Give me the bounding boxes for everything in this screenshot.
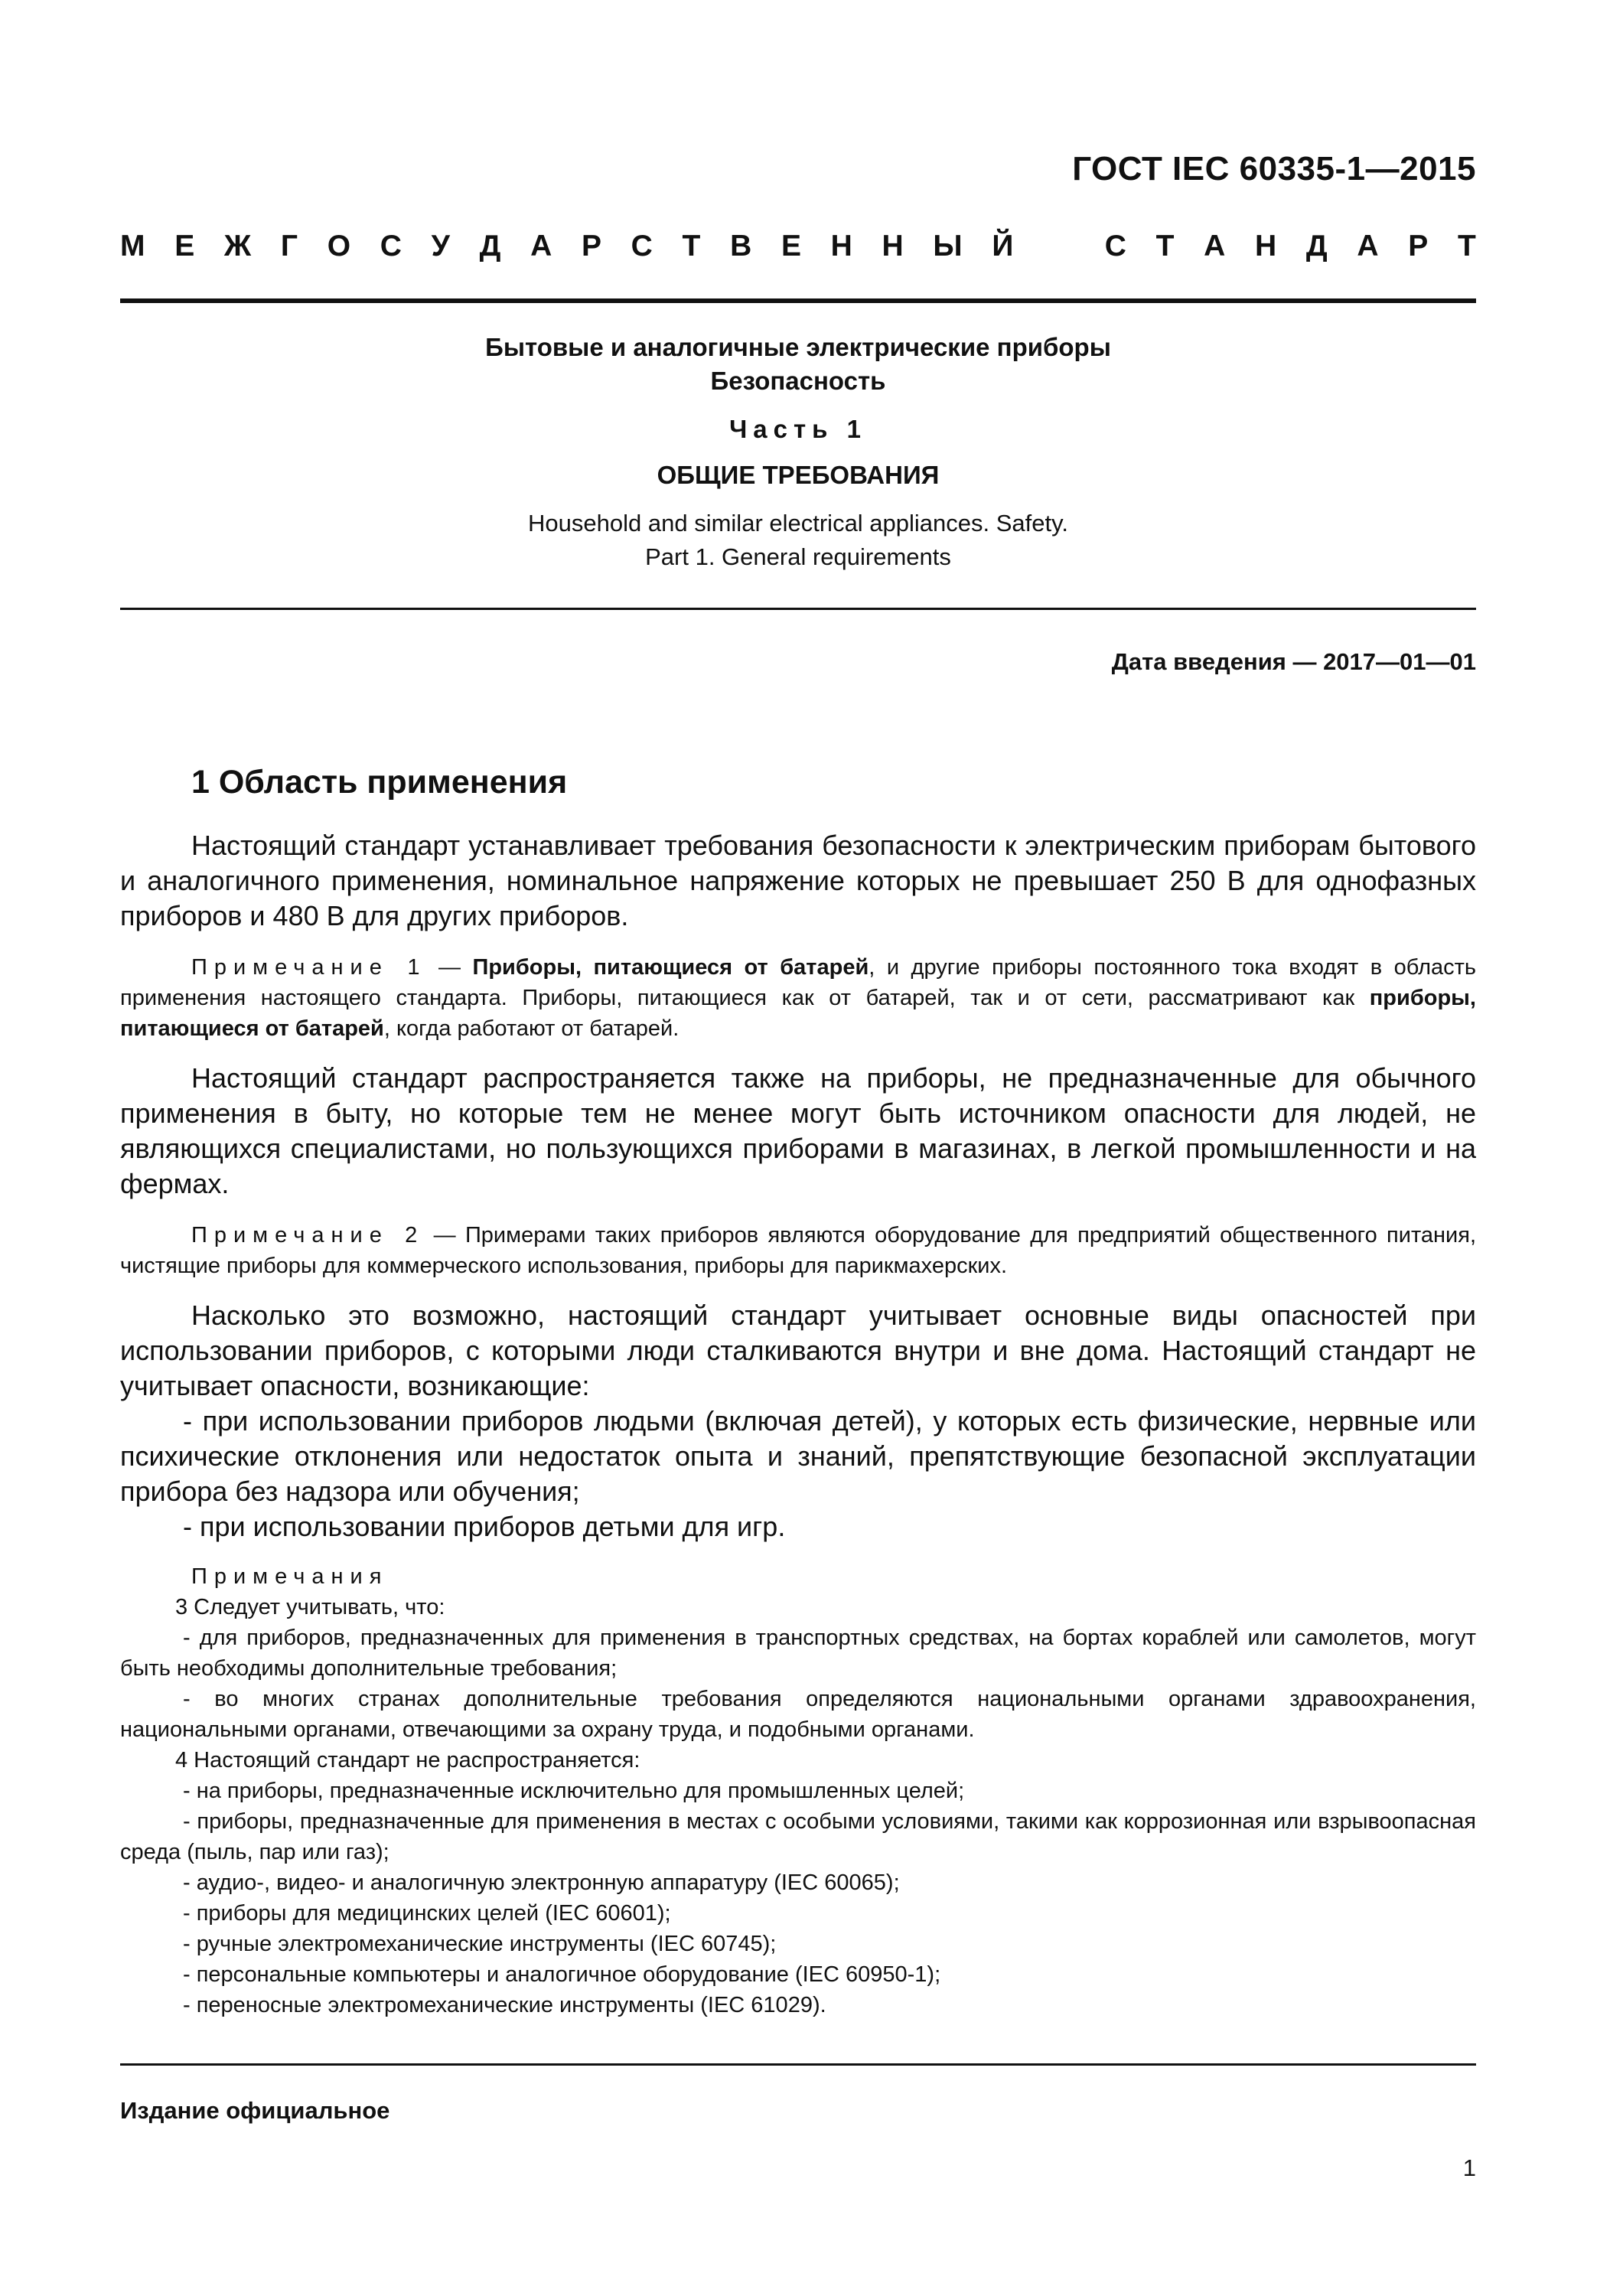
list-item: - при использовании приборов детьми для игр. [183,1511,786,1542]
heading-letter: Й [992,230,1014,263]
heading-letter: Н [830,230,852,263]
title-block [120,331,1476,574]
note-list-item: - во многих странах дополнительные требования определяются национальными органами здравоохранения, национальными органами, отвечающими за охрану труда, и подобными органами. [120,1687,1476,1742]
heading-letter: А [1204,230,1226,263]
section-content [120,828,1476,2020]
heading-letter: С [380,230,402,263]
notes-heading: Примечания [191,1564,389,1589]
heading-letter: Н [1255,230,1277,263]
heading-letter: Е [174,230,195,263]
english-title-line-2: Part 1. General requirements [645,543,951,570]
heading-letter: Р [581,230,601,263]
note-1-dash: — [426,955,473,980]
note-1-text-2: , когда работают от батарей. [383,1016,680,1041]
note-1-label: Примечание 1 [191,955,427,980]
term-battery-appliances: приборы, питающиеся от батарей [120,986,1476,1041]
heading-letter: А [530,230,552,263]
note-list-item: - приборы, предназначенные для применения в местах с особыми условиями, такими как коррозионная или взрывоопасная среда (пыль, пар или газ); [120,1809,1476,1864]
heading-letter: Д [479,230,501,263]
english-title-line-1: Household and similar electrical appliances. Safety. [528,510,1068,536]
heading-letter: Т [1458,230,1476,263]
note-2 [120,1220,1476,1281]
note-list-item: - на приборы, предназначенные исключительно для промышленных целей; [183,1779,965,1803]
title-divider [120,608,1476,610]
heading-letter: С [1104,230,1126,263]
part-label: Часть 1 [729,415,867,443]
heading-letter: С [631,230,653,263]
heading-letter: Д [1305,230,1328,263]
paragraph-3: Насколько это возможно, настоящий стандарт учитывает основные виды опасностей при использовании приборов, с которыми люди сталкиваются внутри и вне дома. Настоящий стандарт не учитывает опасности, возникающие: [120,1300,1476,1401]
heading-letter: В [730,230,752,263]
note-list-item: - персональные компьютеры и аналогичное оборудование (IEC 60950-1); [183,1962,941,1987]
heading-letter: Р [1408,230,1429,263]
section-title: 1 Область применения [191,764,568,801]
edition-label: Издание официальное [120,2097,390,2124]
notes-block [120,1561,1476,2020]
note-list-item: - аудио-, видео- и аналогичную электронную аппаратуру (IEC 60065); [183,1870,900,1895]
english-title [120,507,1476,574]
note-list-item: - переносные электромеханические инструменты (IEC 61029). [183,1993,826,2017]
paragraph-2: Настоящий стандарт распространяется также на приборы, не предназначенные для обычного применения в быту, но которые тем не менее могут быть источником опасности для людей, не являющихся специалистами, но пользующихся приборами в магазинах, в легкой промышленности и на фермах. [120,1062,1476,1199]
note-4-intro: 4 Настоящий стандарт не распространяется: [175,1748,640,1773]
term-battery-appliances: Приборы, питающиеся от батарей [472,955,869,980]
title-line-1: Бытовые и аналогичные электрические приборы [485,333,1111,361]
note-1-text-1: , и другие приборы постоянного тока входят в область применения настоящего стандарта. Приборы, питающиеся как от батарей, так и от сети, рассматривают как [120,955,1477,1010]
footer-divider [120,2063,1476,2066]
heading-letter: М [120,230,145,263]
requirements-title: ОБЩИЕ ТРЕБОВАНИЯ [657,461,940,489]
introduction-date: Дата введения — 2017—01—01 [1111,648,1476,675]
heading-letter: Н [882,230,904,263]
heading-letter: Т [1155,230,1175,263]
heading-letter: О [327,230,351,263]
page-number: 1 [1462,2154,1476,2181]
note-2-text: — Примерами таких приборов являются оборудование для предприятий общественного питания, чистящие приборы для коммерческого использования, приборы для парикмахерских. [120,1223,1477,1278]
word-gap [1043,230,1075,263]
note-list-item: - ручные электромеханические инструменты (IEC 60745); [183,1932,777,1956]
list-item: - при использовании приборов людьми (включая детей), у которых есть физические, нервные или психические отклонения или недостаток опыта и знаний, препятствующие безопасной эксплуатации прибора без надзора или обучения; [120,1405,1476,1507]
heading-letter: Ы [933,230,963,263]
heading-letter: Ж [223,230,252,263]
document-code: ГОСТ IEC 60335-1—2015 [1072,150,1476,188]
note-list-item: - для приборов, предназначенных для применения в транспортных средствах, на бортах кораблей или самолетов, могут быть необходимы дополнительные требования; [120,1626,1476,1681]
note-1 [120,952,1476,1044]
note-2-label: Примечание 2 [191,1223,425,1247]
note-3-intro: 3 Следует учитывать, что: [175,1595,445,1619]
heading-letter: Т [682,230,701,263]
heading-letter: У [431,230,450,263]
title-line-2: Безопасность [710,367,886,395]
paragraph-1: Настоящий стандарт устанавливает требования безопасности к электрическим приборам бытового и аналогичного применения, номинальное напряжение которых не превышает 250 В для однофазных приборов и 480 В для других приборов. [120,830,1476,931]
header-divider [120,298,1476,303]
heading-letter: Е [781,230,801,263]
heading-letter: А [1357,230,1379,263]
interstate-standard-heading [120,230,1476,263]
heading-letter: Г [280,230,298,263]
note-list-item: - приборы для медицинских целей (IEC 60601); [183,1901,671,1926]
